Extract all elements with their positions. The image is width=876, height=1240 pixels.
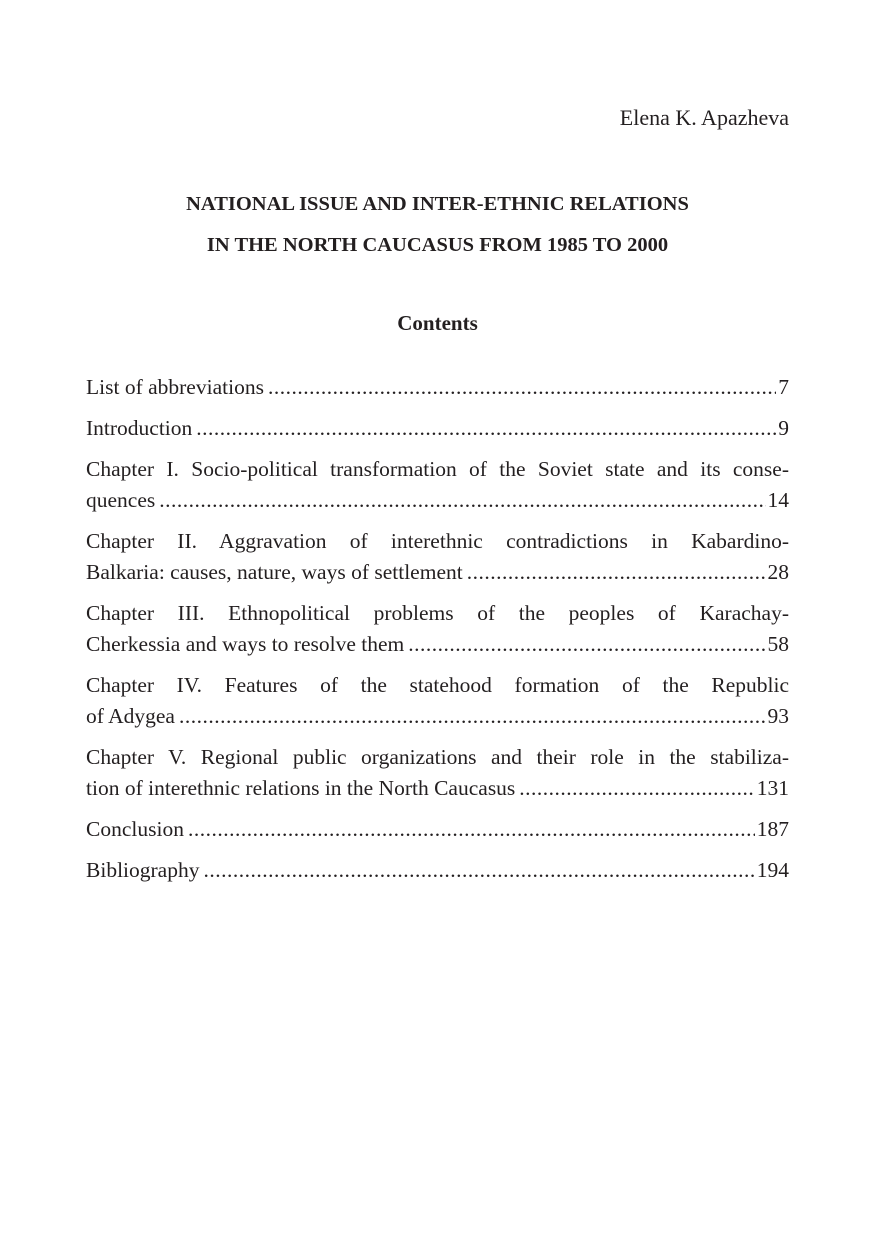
toc-page-number: 14 [767,488,789,512]
dot-leader [467,557,766,588]
toc-entry-chapter-1 [86,454,789,516]
toc-entry-title-continued: quences [86,488,156,512]
toc-page-number: 58 [767,632,789,656]
toc-entry-introduction [86,413,789,444]
toc-page-number: 9 [778,416,789,440]
toc-page-number: 93 [767,704,789,728]
book-title-line-2: IN THE NORTH CAUCASUS FROM 1985 TO 2000 [206,234,669,256]
toc-entry-title: Introduction [86,416,193,440]
toc-entry-title-line: Chapter I. Socio-political transformation of the Soviet state and its conse- [86,457,789,481]
dot-leader [268,372,776,403]
toc-page-number: 7 [778,375,789,399]
toc-entry-chapter-4 [86,670,789,732]
dot-leader [159,485,765,516]
toc-entry-title-continued: tion of interethnic relations in the North Caucasus [86,776,516,800]
book-title [86,184,789,266]
toc-entry-abbreviations [86,372,789,403]
toc-entry-title-line: Chapter III. Ethnopolitical problems of the peoples of Karachay- [86,601,789,625]
toc-entry-title-continued: of Adygea [86,704,175,728]
dot-leader [203,855,754,886]
toc-entry-conclusion [86,814,789,845]
toc-entry-title-line: Chapter II. Aggravation of interethnic contradictions in Kabardino- [86,529,789,553]
dot-leader [519,773,754,804]
toc-entry-bibliography [86,855,789,886]
toc-entry-chapter-2 [86,526,789,588]
toc-page-number: 194 [756,858,789,882]
toc-entry-title-continued: Balkaria: causes, nature, ways of settlement [86,560,463,584]
toc-entry-title-line: Chapter V. Regional public organizations and their role in the stabiliza- [86,745,789,769]
dot-leader [188,814,755,845]
toc-page-number: 187 [756,817,789,841]
contents-heading: Contents [397,311,478,335]
table-of-contents [86,372,789,896]
toc-entry-title: Bibliography [86,858,200,882]
dot-leader [179,701,766,732]
toc-entry-title-line: Chapter IV. Features of the statehood formation of the Republic [86,673,789,697]
toc-page-number: 131 [756,776,789,800]
toc-entry-title: Conclusion [86,817,184,841]
dot-leader [408,629,765,660]
toc-entry-title-continued: Cherkessia and ways to resolve them [86,632,405,656]
toc-entry-title: List of abbreviations [86,375,264,399]
author-name: Elena K. Apazheva [619,105,789,130]
toc-entry-chapter-3 [86,598,789,660]
toc-entry-chapter-5 [86,742,789,804]
dot-leader [196,413,776,444]
toc-page-number: 28 [767,560,789,584]
book-title-line-1: NATIONAL ISSUE AND INTER-ETHNIC RELATIONS [186,193,689,215]
